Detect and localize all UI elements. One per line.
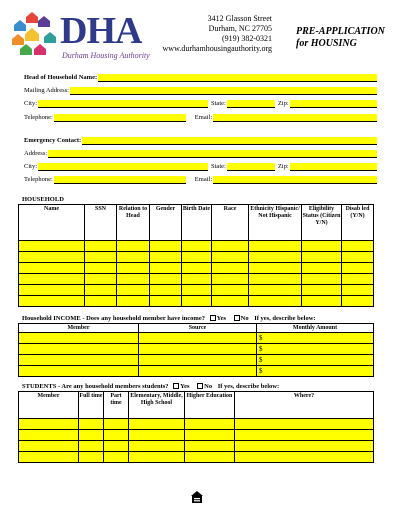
household-row-cell[interactable] [302, 252, 342, 263]
income-row-cell[interactable]: $ [257, 355, 374, 366]
emergency-telephone-email-row [24, 175, 377, 184]
students-row-cell[interactable] [104, 430, 129, 441]
telephone-field[interactable] [54, 114, 186, 122]
household-row-cell[interactable] [117, 241, 150, 252]
household-row-cell[interactable] [117, 296, 150, 307]
household-row-cell[interactable] [117, 263, 150, 274]
household-rows [19, 241, 374, 307]
students-row-cell[interactable] [185, 430, 235, 441]
income-no-checkbox[interactable] [234, 315, 240, 321]
emergency-zip-field[interactable] [290, 163, 377, 171]
emergency-contact-label: Emergency Contact: [24, 137, 82, 144]
city-state-zip-row [24, 99, 377, 108]
income-no-label: No [240, 315, 249, 322]
emergency-zip-label: Zip: [277, 163, 289, 170]
household-header-row [19, 205, 374, 241]
income-table [18, 323, 374, 377]
emergency-address-field[interactable] [48, 150, 377, 158]
household-row-cell[interactable] [85, 285, 117, 296]
household-row-cell[interactable] [150, 263, 182, 274]
logo-letters: DHA [60, 10, 142, 52]
students-row-cell[interactable] [104, 441, 129, 452]
students-row-cell[interactable] [235, 441, 374, 452]
household-row [19, 285, 374, 296]
household-row-cell[interactable] [19, 263, 85, 274]
col-name: Name [19, 205, 85, 241]
emergency-telephone-label: Telephone: [24, 176, 53, 183]
household-row-cell[interactable] [342, 285, 374, 296]
students-col-where: Where? [235, 392, 374, 419]
students-row-cell[interactable] [235, 452, 374, 463]
household-row-cell[interactable] [150, 274, 182, 285]
head-of-household-row [24, 73, 377, 82]
household-row-cell[interactable] [19, 241, 85, 252]
email-field[interactable] [213, 114, 377, 122]
household-row-cell[interactable] [19, 285, 85, 296]
students-row-cell[interactable] [185, 441, 235, 452]
household-row-cell[interactable] [212, 241, 249, 252]
household-row-cell[interactable] [85, 296, 117, 307]
students-question: STUDENTS - Are any household members students? [22, 383, 169, 390]
houses-logo-icon [12, 10, 60, 58]
household-row-cell[interactable] [302, 241, 342, 252]
household-row-cell[interactable] [302, 285, 342, 296]
household-row-cell[interactable] [212, 263, 249, 274]
emergency-telephone-field[interactable] [54, 176, 186, 184]
household-row-cell[interactable] [249, 296, 302, 307]
household-row-cell[interactable] [117, 285, 150, 296]
zip-field[interactable] [290, 100, 377, 108]
head-of-household-label: Head of Household Name: [24, 74, 98, 81]
emergency-contact-field[interactable] [82, 137, 377, 145]
household-row-cell[interactable] [150, 252, 182, 263]
household-row-cell[interactable] [302, 263, 342, 274]
students-row-cell[interactable] [19, 430, 79, 441]
household-row-cell[interactable] [85, 274, 117, 285]
income-row-cell[interactable] [139, 333, 257, 344]
students-row-cell[interactable] [79, 430, 104, 441]
emergency-email-field[interactable] [213, 176, 377, 184]
income-row [19, 355, 374, 366]
col-eligibility: Eligibility Status (Citizen Y/N) [302, 205, 342, 241]
household-row-cell[interactable] [342, 296, 374, 307]
income-row [19, 366, 374, 377]
students-col-school: Elementary, Middle, High School [129, 392, 185, 419]
income-row [19, 344, 374, 355]
income-yes-checkbox[interactable] [210, 315, 216, 321]
students-row-cell[interactable] [129, 419, 185, 430]
col-race: Race [212, 205, 249, 241]
emergency-state-field[interactable] [227, 163, 275, 171]
website-link[interactable]: www.durhamhousingauthority.org [162, 44, 272, 53]
students-no-checkbox[interactable] [197, 383, 203, 389]
students-row-cell[interactable] [104, 452, 129, 463]
income-row-cell[interactable] [139, 355, 257, 366]
household-row-cell[interactable] [117, 274, 150, 285]
household-row-cell[interactable] [249, 263, 302, 274]
household-row-cell[interactable] [182, 274, 212, 285]
emergency-address-label: Address: [24, 150, 48, 157]
students-row-cell[interactable] [104, 419, 129, 430]
household-table [18, 204, 374, 307]
household-row-cell[interactable] [85, 252, 117, 263]
students-row [19, 441, 374, 452]
emergency-email-label: Email: [194, 176, 213, 183]
students-col-full-time: Full time [79, 392, 104, 419]
emergency-address-row [24, 149, 377, 158]
household-row-cell[interactable] [19, 296, 85, 307]
city-field[interactable] [38, 100, 208, 108]
email-label: Email: [194, 114, 213, 121]
household-row-cell[interactable] [212, 274, 249, 285]
household-row-cell[interactable] [85, 263, 117, 274]
emergency-city-label: City: [24, 163, 38, 170]
household-row-cell[interactable] [249, 252, 302, 263]
household-row-cell[interactable] [85, 241, 117, 252]
col-relation: Relation to Head [117, 205, 150, 241]
household-row-cell[interactable] [212, 252, 249, 263]
students-question-line [22, 383, 279, 390]
income-row-cell[interactable]: $ [257, 333, 374, 344]
income-row-cell[interactable] [139, 344, 257, 355]
students-instruction: If yes, describe below: [217, 383, 280, 390]
income-row-cell[interactable]: $ [257, 344, 374, 355]
household-row-cell[interactable] [150, 296, 182, 307]
household-section-label: HOUSEHOLD [22, 196, 64, 203]
household-row [19, 241, 374, 252]
household-row-cell[interactable] [182, 285, 212, 296]
col-ssn: SSN [85, 205, 117, 241]
students-row-cell[interactable] [185, 419, 235, 430]
household-row-cell[interactable] [19, 274, 85, 285]
household-row-cell[interactable] [182, 241, 212, 252]
logo-subtitle: Durham Housing Authority [62, 51, 150, 60]
students-col-higher-ed: Higher Education [185, 392, 235, 419]
students-row-cell[interactable] [235, 419, 374, 430]
students-no-label: No [204, 383, 213, 390]
household-row [19, 252, 374, 263]
students-row-cell[interactable] [129, 430, 185, 441]
students-row [19, 452, 374, 463]
income-instruction: If yes, describe below: [254, 315, 316, 322]
emergency-city-state-zip-row [24, 162, 377, 171]
household-row-cell[interactable] [212, 285, 249, 296]
dha-logo [12, 10, 162, 65]
telephone-email-row [24, 113, 377, 122]
phone-number: (919) 382-0321 [222, 34, 272, 43]
students-row-cell[interactable] [79, 441, 104, 452]
household-row-cell[interactable] [212, 296, 249, 307]
emergency-state-label: State: [211, 163, 226, 170]
household-row-cell[interactable] [117, 252, 150, 263]
students-row-cell[interactable] [79, 419, 104, 430]
students-col-part-time: Part time [104, 392, 129, 419]
household-row-cell[interactable] [342, 241, 374, 252]
students-row [19, 419, 374, 430]
household-row [19, 263, 374, 274]
col-disabled: Disab led (Y/N) [342, 205, 374, 241]
household-row-cell[interactable] [150, 285, 182, 296]
income-yes-label: Yes [216, 315, 226, 322]
income-question-line [22, 315, 316, 322]
income-col-source: Source [139, 324, 257, 333]
students-table [18, 391, 374, 463]
students-col-member: Member [19, 392, 79, 419]
household-row-cell[interactable] [342, 263, 374, 274]
students-yes-label: Yes [180, 383, 190, 390]
household-row-cell[interactable] [19, 252, 85, 263]
income-row-cell[interactable] [19, 344, 139, 355]
income-row-cell[interactable] [19, 355, 139, 366]
students-row-cell[interactable] [185, 452, 235, 463]
income-question: Household INCOME - Does any household member have income? [22, 315, 205, 322]
mailing-address-row [24, 86, 377, 95]
students-row-cell[interactable] [129, 452, 185, 463]
city-label: City: [24, 100, 38, 107]
head-of-household-name-field[interactable] [98, 74, 377, 82]
income-row [19, 333, 374, 344]
household-row [19, 274, 374, 285]
telephone-label: Telephone: [24, 114, 53, 121]
household-row-cell[interactable] [302, 274, 342, 285]
household-row-cell[interactable] [182, 252, 212, 263]
household-row-cell[interactable] [302, 296, 342, 307]
address-line-2: Durham, NC 27705 [208, 24, 272, 33]
income-header-row [19, 324, 374, 333]
students-rows [19, 419, 374, 463]
students-header-row [19, 392, 374, 419]
mailing-address-label: Mailing Address: [24, 87, 69, 94]
income-row-cell[interactable] [19, 333, 139, 344]
household-row-cell[interactable] [342, 252, 374, 263]
household-row-cell[interactable] [182, 296, 212, 307]
zip-label: Zip: [277, 100, 289, 107]
students-row [19, 430, 374, 441]
income-col-member: Member [19, 324, 139, 333]
students-row-cell[interactable] [235, 430, 374, 441]
title-line-1: PRE-APPLICATION [296, 26, 385, 37]
address-line-1: 3412 Glasson Street [207, 14, 272, 23]
title-line-2: for HOUSING [296, 38, 357, 49]
equal-housing-opportunity-icon [190, 490, 204, 504]
household-row-cell[interactable] [150, 241, 182, 252]
students-row-cell[interactable] [129, 441, 185, 452]
household-row-cell[interactable] [249, 274, 302, 285]
col-gender: Gender [150, 205, 182, 241]
income-row-cell[interactable]: $ [257, 366, 374, 377]
household-row-cell[interactable] [249, 241, 302, 252]
state-field[interactable] [227, 100, 275, 108]
income-row-cell[interactable] [139, 366, 257, 377]
col-birth-date: Birth Date [182, 205, 212, 241]
students-yes-checkbox[interactable] [173, 383, 179, 389]
emergency-city-field[interactable] [38, 163, 208, 171]
income-row-cell[interactable] [19, 366, 139, 377]
agency-address [160, 14, 272, 54]
students-row-cell[interactable] [19, 419, 79, 430]
household-row-cell[interactable] [249, 285, 302, 296]
mailing-address-field[interactable] [70, 87, 377, 95]
students-row-cell[interactable] [19, 441, 79, 452]
students-row-cell[interactable] [19, 452, 79, 463]
income-col-amount: Monthly Amount [257, 324, 374, 333]
household-row-cell[interactable] [182, 263, 212, 274]
page-title [296, 26, 385, 50]
col-ethnicity: Ethnicity Hispanic/ Not Hispanic [249, 205, 302, 241]
state-label: State: [211, 100, 226, 107]
household-row [19, 296, 374, 307]
household-row-cell[interactable] [342, 274, 374, 285]
emergency-contact-row [24, 136, 377, 145]
students-row-cell[interactable] [79, 452, 104, 463]
income-rows [19, 333, 374, 377]
